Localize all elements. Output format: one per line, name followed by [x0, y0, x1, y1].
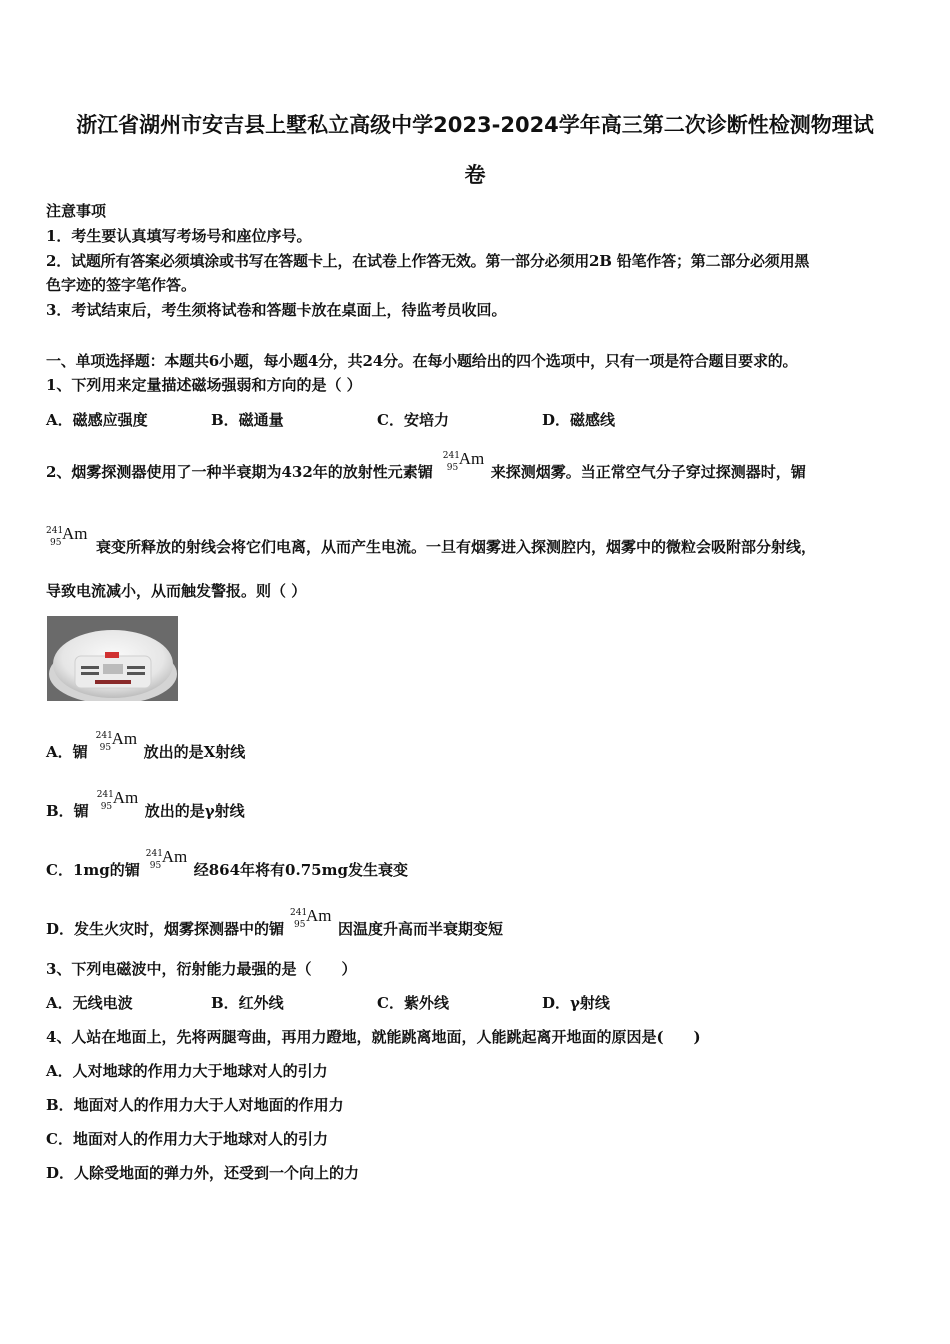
notice-item-3: 3．考试结束后，考生须将试卷和答题卡放在桌面上，待监考员收回。: [46, 301, 507, 319]
q3-option-c: C．紫外线: [377, 994, 449, 1012]
q3-option-b: B．红外线: [211, 994, 284, 1012]
q3-option-a: A．无线电波: [46, 994, 133, 1012]
americium-nuclide: 241 95 Am: [46, 524, 88, 548]
q2-option-c: C．1mg的镅 241 95 Am 经864年将有0.75mg发生衰变: [46, 847, 408, 879]
q1-option-c: C．安培力: [377, 411, 449, 429]
americium-nuclide: 241 95 Am: [442, 449, 485, 473]
smoke-detector-image: [47, 616, 178, 701]
q2-option-a: A．镅 241 95 Am 放出的是X射线: [46, 729, 246, 761]
section-heading: 一、单项选择题：本题共6小题，每小题4分，共24分。在每小题给出的四个选项中，只有一项是符合题目要求的。: [46, 352, 798, 370]
q1-option-a: A．磁感应强度: [46, 411, 148, 429]
question-3-stem: 3、下列电磁波中，衍射能力最强的是（ ）: [46, 960, 357, 978]
exam-title-line2: 卷: [464, 163, 486, 187]
notice-heading: 注意事项: [46, 202, 107, 220]
exam-title-line1: 浙江省湖州市安吉县上墅私立高级中学2023-2024学年高三第二次诊断性检测物理试: [76, 113, 874, 137]
question-4-stem: 4、人站在地面上，先将两腿弯曲，再用力蹬地，就能跳离地面，人能跳起离开地面的原因是( ): [46, 1028, 701, 1046]
q2-stem1-pre: 2、烟雾探测器使用了一种半衰期为432年的放射性元素镅: [46, 463, 433, 481]
q4-option-d: D．人除受地面的弹力外，还受到一个向上的力: [46, 1164, 360, 1182]
q1-option-d: D．磁感线: [542, 411, 616, 429]
americium-nuclide: 241 95 Am: [95, 729, 138, 753]
question-2-stem-line1: [46, 449, 806, 483]
notice-item-2-cont: 色字迹的签字笔作答。: [46, 276, 197, 294]
q4-option-b: B．地面对人的作用力大于人对地面的作用力: [46, 1096, 344, 1114]
question-1-stem: 1、下列用来定量描述磁场强弱和方向的是（ ）: [46, 376, 362, 394]
q2-option-d: D．发生火灾时，烟雾探测器中的镅 241 95 Am 因温度升高而半衰期变短: [46, 906, 504, 938]
americium-nuclide: 241 95 Am: [96, 788, 139, 812]
q4-option-c: C．地面对人的作用力大于地球对人的引力: [46, 1130, 328, 1148]
question-2-stem-line2: [46, 524, 817, 558]
q3-option-d: D．γ射线: [542, 994, 610, 1012]
q1-option-b: B．磁通量: [211, 411, 284, 429]
americium-nuclide: 241 95 Am: [145, 847, 188, 871]
notice-item-1: 1．考生要认真填写考场号和座位序号。: [46, 227, 312, 245]
americium-nuclide: 241 95 Am: [290, 906, 332, 930]
q2-stem1-post: 来探测烟雾。当正常空气分子穿过探测器时，镅: [490, 463, 806, 481]
smoke-detector-drawing: [47, 616, 178, 701]
q4-option-a: A．人对地球的作用力大于地球对人的引力: [46, 1062, 328, 1080]
notice-item-2: 2．试题所有答案必须填涂或书写在答题卡上，在试卷上作答无效。第一部分必须用2B 铅笔作答；第二部分必须用黑: [46, 252, 810, 270]
question-2-stem-line3: 导致电流减小，从而触发警报。则（ ）: [46, 582, 307, 600]
q2-option-b: B．镅 241 95 Am 放出的是γ射线: [46, 788, 245, 820]
q2-stem2-post: 衰变所释放的射线会将它们电离，从而产生电流。一旦有烟雾进入探测腔内，烟雾中的微粒会吸附部分射线，: [96, 538, 817, 556]
